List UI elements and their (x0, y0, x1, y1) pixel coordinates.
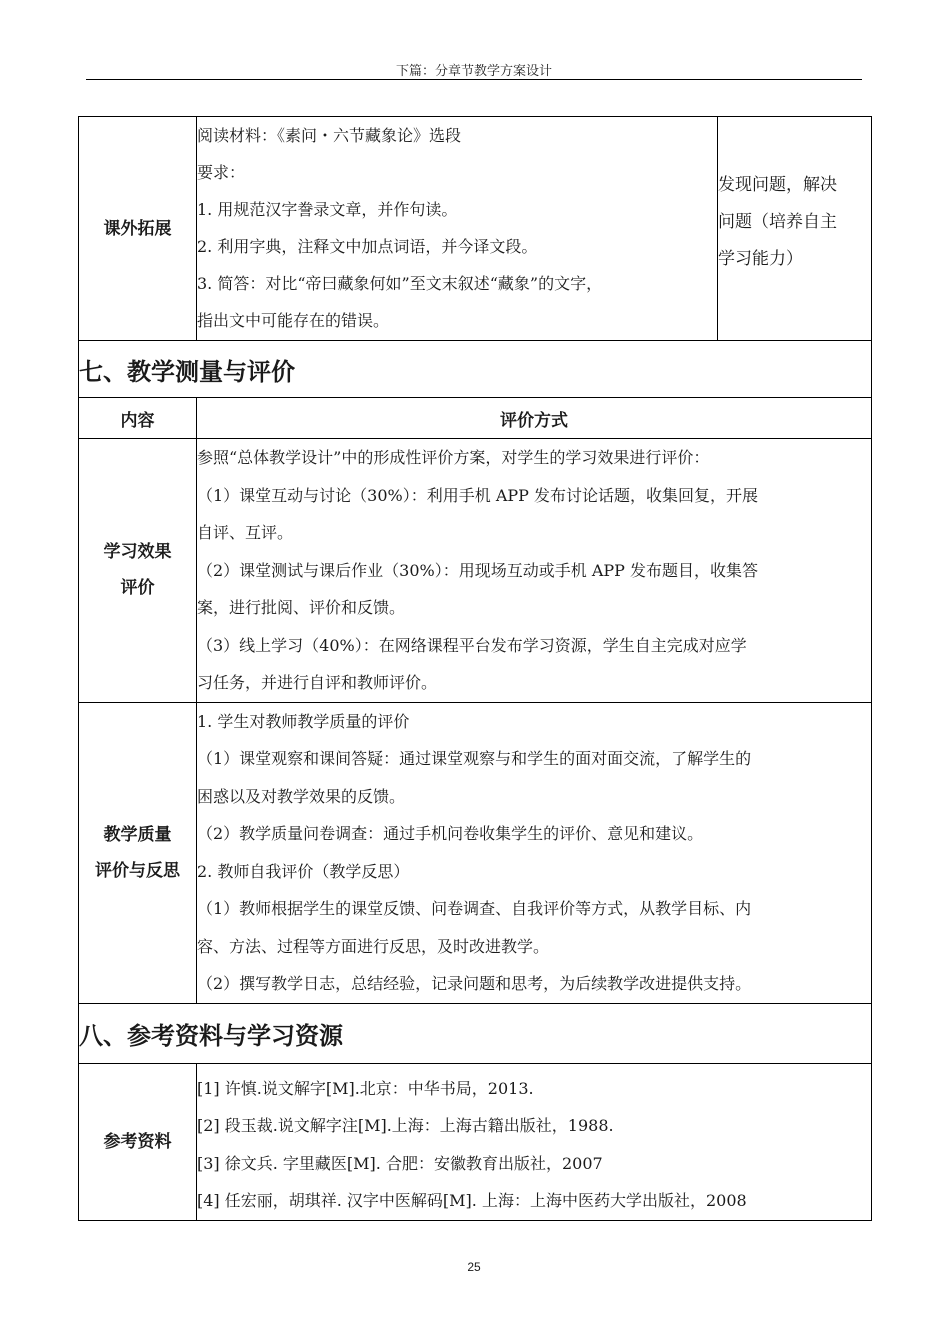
extension-label: 课外拓展 (79, 117, 197, 341)
teaching-quality-label (79, 702, 197, 1003)
reference-item: [2] 段玉裁.说文解字注[M].上海：上海古籍出版社，1988. (197, 1116, 614, 1135)
col-content-header: 内容 (79, 398, 197, 439)
content-line: 习任务，并进行自评和教师评价。 (197, 673, 438, 692)
running-header: 下篇：分章节教学方案设计 (395, 64, 552, 79)
extension-line: 1. 用规范汉字誊录文章，并作句读。 (197, 200, 458, 219)
content-line: （1）课堂互动与讨论（30%）：利用手机 APP 发布讨论话题，收集回复，开展 (197, 485, 759, 505)
content-line: 2. 教师自我评价（教学反思） (197, 861, 410, 881)
label-line: 学习效果 (103, 542, 172, 563)
content-line: （1）教师根据学生的课堂反馈、问卷调查、自我评价等方式，从教学目标、内 (197, 899, 752, 918)
section7-title: 七、教学测量与评价 (79, 341, 872, 398)
section8-heading-row (79, 1003, 872, 1063)
references-list (197, 1063, 872, 1220)
header-rule (86, 79, 862, 80)
content-line: 1. 学生对教师教学质量的评价 (197, 711, 410, 731)
col-method-header: 评价方式 (197, 398, 872, 439)
extension-content (197, 117, 718, 341)
label-line: 教学质量 (103, 824, 172, 845)
label-line: 评价 (120, 578, 155, 599)
section8-title: 八、参考资料与学习资源 (79, 1003, 872, 1063)
content-line: 容、方法、过程等方面进行反思，及时改进教学。 (197, 936, 550, 956)
reference-item: [3] 徐文兵. 字里藏医[M]. 合肥：安徽教育出版社，2007 (197, 1153, 603, 1173)
extension-row (79, 117, 872, 341)
teaching-quality-row (79, 702, 872, 1003)
learning-effect-label (79, 439, 197, 703)
references-row (79, 1063, 872, 1220)
lesson-plan-table (78, 116, 872, 1221)
section7-heading-row (79, 341, 872, 398)
content-line: （2）教学质量问卷调查：通过手机问卷收集学生的评价、意见和建议。 (197, 824, 704, 843)
content-line: 自评、互评。 (197, 523, 294, 542)
extension-line: 阅读材料：《素问・六节藏象论》选段 (197, 126, 462, 145)
section7-column-header-row (79, 398, 872, 439)
learning-effect-row (79, 439, 872, 703)
extension-line: 2. 利用字典，注释文中加点词语，并今译文段。 (197, 237, 538, 256)
goal-line: 学习能力） (718, 249, 803, 269)
extension-goal (718, 117, 872, 341)
content-line: 案，进行批阅、评价和反馈。 (197, 598, 406, 617)
content-line: （1）课堂观察和课间答疑：通过课堂观察与和学生的面对面交流，了解学生的 (197, 749, 752, 768)
teaching-quality-content (197, 702, 872, 1003)
content-line: （2）课堂测试与课后作业（30%）：用现场互动或手机 APP 发布题目，收集答 (197, 560, 759, 580)
extension-line: 要求： (197, 163, 246, 182)
content-line: 参照“总体教学设计”中的形成性评价方案，对学生的学习效果进行评价： (197, 448, 710, 467)
label-line: 评价与反思 (95, 860, 180, 881)
content-line: （2）撰写教学日志，总结经验，记录问题和思考，为后续教学改进提供支持。 (197, 974, 752, 993)
extension-line: 3. 简答：对比“帝曰藏象何如”至文末叙述“藏象”的文字， (197, 274, 603, 293)
page-number: 25 (467, 1260, 481, 1274)
content-line: 困惑以及对教学效果的反馈。 (197, 786, 406, 806)
references-label: 参考资料 (79, 1063, 197, 1220)
content-line: （3）线上学习（40%）：在网络课程平台发布学习资源，学生自主完成对应学 (197, 635, 747, 655)
extension-line: 指出文中可能存在的错误。 (197, 311, 390, 330)
reference-item: [1] 许慎.说文解字[M].北京：中华书局，2013. (197, 1078, 534, 1098)
goal-line: 发现问题，解决 (718, 175, 837, 195)
goal-line: 问题（培养自主 (718, 212, 837, 232)
reference-item: [4] 任宏丽，胡琪祥. 汉字中医解码[M]. 上海：上海中医药大学出版社，2008 (197, 1191, 747, 1210)
learning-effect-content (197, 439, 872, 703)
